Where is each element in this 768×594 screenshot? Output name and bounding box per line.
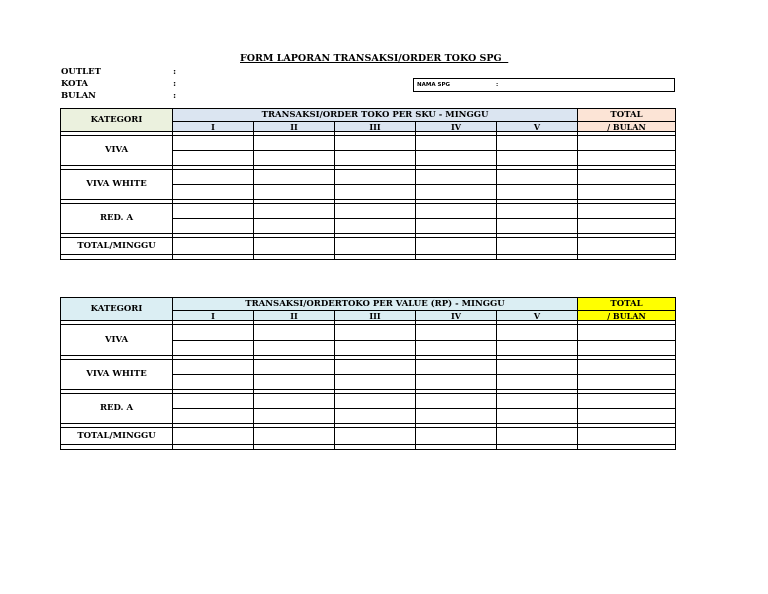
cell[interactable]	[578, 238, 676, 255]
weekly-header: TRANSAKSI/ORDERTOKO PER VALUE (RP) - MINGGU	[173, 298, 578, 311]
cell[interactable]	[335, 219, 416, 234]
outlet-label: OUTLET	[61, 67, 101, 77]
cell[interactable]	[335, 394, 416, 409]
meta-bulan	[61, 90, 176, 102]
cell[interactable]	[335, 238, 416, 255]
cell[interactable]	[335, 136, 416, 151]
cell[interactable]	[416, 409, 497, 424]
category-red-a: RED. A	[61, 394, 173, 424]
cell[interactable]	[578, 409, 676, 424]
cell[interactable]	[173, 204, 254, 219]
form-title: FORM LAPORAN TRANSAKSI/ORDER TOKO SPG	[240, 53, 509, 64]
total-header-line1: TOTAL	[578, 109, 676, 122]
cell[interactable]	[497, 341, 578, 356]
cell[interactable]	[416, 375, 497, 390]
kategori-header: KATEGORI	[61, 298, 173, 321]
meta-kota	[61, 78, 176, 90]
cell[interactable]	[497, 360, 578, 375]
cell[interactable]	[578, 204, 676, 219]
cell[interactable]	[578, 341, 676, 356]
cell[interactable]	[335, 170, 416, 185]
cell[interactable]	[254, 204, 335, 219]
category-viva: VIVA	[61, 136, 173, 166]
outlet-colon: :	[173, 67, 177, 77]
cell[interactable]	[335, 341, 416, 356]
cell[interactable]	[254, 325, 335, 341]
cell[interactable]	[173, 409, 254, 424]
cell[interactable]	[335, 409, 416, 424]
nama-spg-field[interactable]	[413, 78, 675, 92]
cell[interactable]	[173, 341, 254, 356]
sku-transaction-table	[60, 108, 676, 260]
cell[interactable]	[335, 204, 416, 219]
cell[interactable]	[497, 394, 578, 409]
category-red-a: RED. A	[61, 204, 173, 234]
cell[interactable]	[578, 170, 676, 185]
weekly-header: TRANSAKSI/ORDER TOKO PER SKU - MINGGU	[173, 109, 578, 122]
cell[interactable]	[254, 341, 335, 356]
cell[interactable]	[416, 185, 497, 200]
nama-spg-colon: :	[496, 82, 499, 88]
category-viva: VIVA	[61, 325, 173, 356]
cell[interactable]	[335, 428, 416, 445]
cell[interactable]	[173, 238, 254, 255]
cell[interactable]	[254, 360, 335, 375]
cell[interactable]	[335, 185, 416, 200]
cell[interactable]	[497, 219, 578, 234]
cell[interactable]	[497, 409, 578, 424]
category-viva-white: VIVA WHITE	[61, 170, 173, 200]
cell[interactable]	[254, 375, 335, 390]
cell[interactable]	[578, 375, 676, 390]
cell[interactable]	[335, 151, 416, 166]
week-3-header: III	[335, 122, 416, 132]
cell[interactable]	[578, 136, 676, 151]
cell[interactable]	[173, 428, 254, 445]
cell[interactable]	[173, 151, 254, 166]
meta-outlet	[61, 66, 176, 78]
cell[interactable]	[416, 151, 497, 166]
cell[interactable]	[254, 151, 335, 166]
week-4-header: IV	[416, 311, 497, 321]
cell[interactable]	[173, 375, 254, 390]
cell[interactable]	[497, 185, 578, 200]
cell[interactable]	[173, 219, 254, 234]
total-minggu-label: TOTAL/MINGGU	[61, 238, 173, 255]
cell[interactable]	[335, 375, 416, 390]
value-transaction-table	[60, 297, 676, 450]
cell[interactable]	[416, 238, 497, 255]
week-1-header: I	[173, 311, 254, 321]
cell[interactable]	[416, 341, 497, 356]
total-header-line2: / BULAN	[578, 311, 676, 321]
cell[interactable]	[173, 325, 254, 341]
cell[interactable]	[578, 428, 676, 445]
cell[interactable]	[254, 170, 335, 185]
cell[interactable]	[497, 170, 578, 185]
week-5-header: V	[497, 311, 578, 321]
bulan-label: BULAN	[61, 91, 96, 101]
cell[interactable]	[497, 375, 578, 390]
cell[interactable]	[497, 136, 578, 151]
cell[interactable]	[497, 428, 578, 445]
kategori-header: KATEGORI	[61, 109, 173, 132]
kota-colon: :	[173, 79, 177, 89]
total-minggu-label: TOTAL/MINGGU	[61, 428, 173, 445]
cell[interactable]	[254, 428, 335, 445]
cell[interactable]	[254, 394, 335, 409]
cell[interactable]	[497, 325, 578, 341]
cell[interactable]	[416, 325, 497, 341]
cell[interactable]	[254, 409, 335, 424]
cell[interactable]	[254, 185, 335, 200]
cell[interactable]	[416, 136, 497, 151]
cell[interactable]	[416, 428, 497, 445]
cell[interactable]	[497, 151, 578, 166]
cell[interactable]	[335, 325, 416, 341]
cell[interactable]	[254, 219, 335, 234]
cell[interactable]	[254, 238, 335, 255]
cell[interactable]	[173, 360, 254, 375]
week-3-header: III	[335, 311, 416, 321]
cell[interactable]	[416, 170, 497, 185]
cell[interactable]	[578, 151, 676, 166]
nama-spg-label: NAMA SPG	[417, 82, 451, 88]
cell[interactable]	[497, 204, 578, 219]
cell[interactable]	[578, 219, 676, 234]
bulan-colon: :	[173, 91, 177, 101]
category-viva-white: VIVA WHITE	[61, 360, 173, 390]
cell[interactable]	[578, 360, 676, 375]
cell[interactable]	[497, 238, 578, 255]
cell[interactable]	[173, 136, 254, 151]
cell[interactable]	[578, 185, 676, 200]
week-5-header: V	[497, 122, 578, 132]
cell[interactable]	[578, 325, 676, 341]
kota-label: KOTA	[61, 79, 89, 89]
cell[interactable]	[173, 185, 254, 200]
total-header-line1: TOTAL	[578, 298, 676, 311]
cell[interactable]	[335, 360, 416, 375]
cell[interactable]	[578, 394, 676, 409]
cell[interactable]	[416, 204, 497, 219]
week-1-header: I	[173, 122, 254, 132]
week-2-header: II	[254, 311, 335, 321]
week-4-header: IV	[416, 122, 497, 132]
cell[interactable]	[416, 360, 497, 375]
cell[interactable]	[173, 170, 254, 185]
cell[interactable]	[173, 394, 254, 409]
cell[interactable]	[416, 219, 497, 234]
cell[interactable]	[254, 136, 335, 151]
total-header-line2: / BULAN	[578, 122, 676, 132]
week-2-header: II	[254, 122, 335, 132]
cell[interactable]	[416, 394, 497, 409]
